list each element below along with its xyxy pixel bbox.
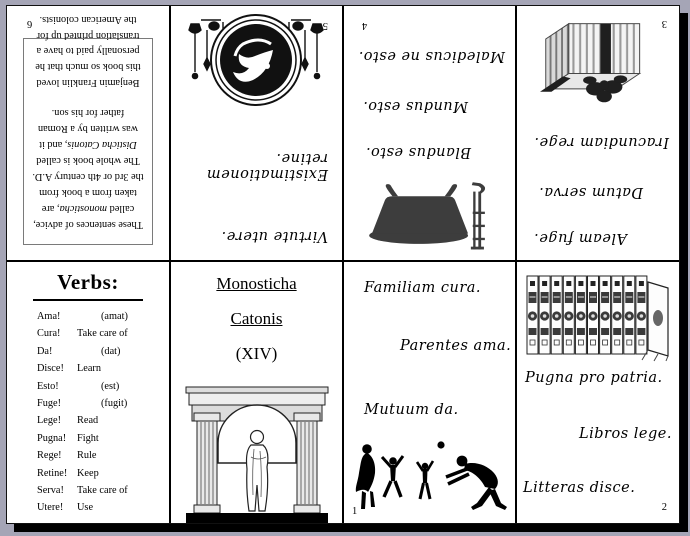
panel-page5 (171, 6, 344, 262)
cover-title-line: Catonis (230, 308, 283, 328)
verb-gloss: (dat) (101, 345, 121, 357)
verb-imperative: Utere! (37, 502, 64, 514)
panel-verbs (7, 262, 171, 523)
panel-page1 (344, 262, 517, 523)
verbs-heading-rule (33, 299, 143, 301)
verb-imperative: Lege! (37, 415, 62, 427)
verb-gloss: Keep (77, 467, 99, 479)
panel-page6 (7, 6, 171, 262)
cover-title-line: Monosticha (216, 274, 297, 293)
verb-gloss: Learn (77, 363, 102, 375)
latin-sentence: Familiam cura. (364, 280, 482, 296)
verb-gloss: (est) (101, 380, 120, 392)
verb-gloss: Take care of (77, 484, 128, 496)
latin-sentence: Iracundiam rege. (533, 134, 669, 150)
verb-imperative: Da! (37, 345, 53, 357)
gift-box-image (540, 16, 655, 108)
latin-sentence: Mutuum da. (364, 402, 459, 418)
verb-row (37, 468, 163, 479)
verb-row (37, 363, 163, 374)
page-number-1: 1 (352, 506, 358, 517)
verb-row (37, 415, 163, 426)
latin-sentence: Parentes ama. (400, 338, 512, 354)
latin-sentence: Pugna pro patria. (525, 370, 663, 386)
page-number-6: 6 (27, 18, 33, 29)
cover-title (171, 267, 342, 372)
page-number-3: 3 (661, 18, 667, 29)
verb-imperative: Rege! (37, 450, 62, 462)
verb-gloss: Read (77, 415, 99, 427)
verb-gloss: (amat) (101, 311, 128, 322)
panel-cover (171, 262, 344, 523)
verb-row (37, 450, 163, 461)
verb-gloss: Take care of (77, 328, 128, 340)
verb-gloss: (fugit) (101, 397, 128, 409)
latin-sentence: Aleam fuge. (533, 230, 627, 246)
family-playing-ball-image (349, 439, 511, 513)
verb-gloss: Use (77, 502, 94, 514)
verbs-heading: Verbs: (57, 270, 119, 294)
encyclopedia-set-image (522, 272, 674, 362)
verb-imperative: Retine! (37, 467, 68, 479)
panel-page2 (517, 262, 679, 523)
fold-grid (7, 6, 679, 523)
bathtub-image (357, 174, 497, 254)
verb-gloss: Fight (77, 432, 99, 444)
verb-imperative: Pugna! (37, 432, 67, 444)
latin-sentence: Maledicus ne esto. (358, 48, 505, 64)
page-number-4: 4 (362, 20, 368, 31)
verb-row (37, 433, 163, 444)
page-number-5: 5 (322, 20, 328, 31)
verb-imperative: Disce! (37, 363, 64, 375)
verb-imperative: Fuge! (37, 397, 62, 409)
latin-sentence: Existimationem retine. (206, 150, 328, 182)
panel-page4 (344, 6, 517, 262)
latin-sentence: Mundus esto. (362, 98, 468, 114)
verb-row (37, 502, 163, 513)
about-text-box (23, 13, 153, 245)
verb-gloss: Rule (77, 450, 97, 462)
latin-sentence: Datum serva. (538, 184, 643, 200)
info-paragraph: These sentences of advice, called monosticha, are taken from a book from the 3rd or 4th century A.D. The whole book is called Disticha Catonis, and it was written by a Roman father for his son. (32, 107, 144, 230)
verb-row (37, 328, 163, 339)
latin-sentence: Virtute utere. (221, 228, 328, 244)
latin-sentence: Libros lege. (579, 426, 672, 442)
panel-page3 (517, 6, 679, 262)
verb-row (37, 311, 163, 322)
page-number-2: 2 (661, 502, 667, 513)
dragon-medallion-image (181, 10, 331, 110)
latin-sentence: Blandus esto. (365, 144, 471, 160)
verb-row (37, 398, 163, 409)
verb-imperative: Esto! (37, 380, 59, 392)
verb-row (37, 485, 163, 496)
verb-imperative: Cura! (37, 328, 61, 340)
verb-row (37, 381, 163, 392)
verb-row (37, 346, 163, 357)
verb-imperative: Ama! (37, 311, 61, 322)
verb-imperative: Serva! (37, 484, 64, 496)
cover-title-line: (XIV) (235, 343, 278, 363)
latin-sentence: Litteras disce. (523, 480, 636, 496)
info-paragraph: Benjamin Franklin loved this book so much that he personally paid to have a translation printed up for the American colonists. (35, 13, 141, 89)
booklet-page (6, 5, 680, 524)
roman-arch-statue-image (182, 365, 332, 523)
verbs-list (7, 311, 169, 513)
